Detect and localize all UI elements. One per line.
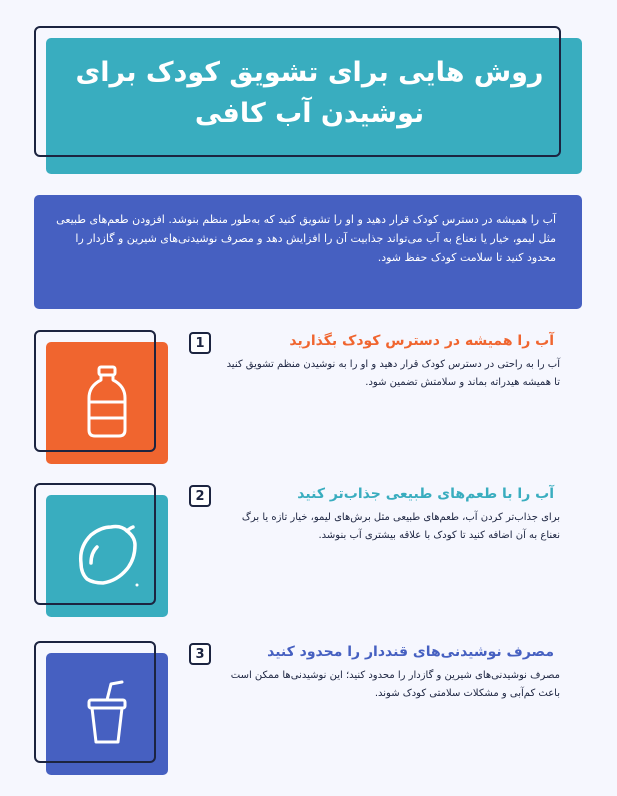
step-3-title: مصرف نوشیدنی‌های قنددار را محدود کنید bbox=[267, 644, 554, 660]
lemon-icon bbox=[65, 513, 149, 597]
intro-box bbox=[34, 195, 582, 309]
intro-text: آب را همیشه در دسترس کودک قرار دهید و او را تشویق کنید که به‌طور منظم بنوشد. افزودن طعم‌های طبیعی مثل لیمو، خیار یا نعناع به آب می‌تواند جذابیت آن را افزایش دهد و مصرف نوشیدنی‌های شیرین و گازدار را محدود کنید تا سلامت کودک حفظ شود. bbox=[56, 213, 556, 264]
step-1 bbox=[0, 330, 617, 470]
step-3-number-badge: 3 bbox=[189, 643, 211, 665]
step-1-title: آب را همیشه در دسترس کودک بگذارید bbox=[289, 333, 554, 349]
step-2 bbox=[0, 483, 617, 623]
step-3-description: مصرف نوشیدنی‌های شیرین و گازدار را محدود کنید؛ این نوشیدنی‌ها ممکن است باعث کم‌آبی و مشکلات سلامتی کودک شوند. bbox=[230, 670, 560, 699]
step-2-number-badge: 2 bbox=[189, 485, 211, 507]
title-banner-frame bbox=[34, 26, 561, 157]
water-bottle-icon bbox=[65, 360, 149, 444]
step-2-description: برای جذاب‌تر کردن آب، طعم‌های طبیعی مثل برش‌های لیمو، خیار تازه یا برگ نعناع به آن اضافه کنید تا کودک با علاقه بیشتری آب بنوشد. bbox=[241, 512, 560, 541]
drink-cup-icon bbox=[65, 671, 149, 755]
step-3 bbox=[0, 641, 617, 781]
step-1-number-badge: 1 bbox=[189, 332, 211, 354]
step-2-title: آب را با طعم‌های طبیعی جذاب‌تر کنید bbox=[297, 486, 554, 502]
step-1-description: آب را به راحتی در دسترس کودک قرار دهید و او را به نوشیدن منظم تشویق کنید تا همیشه هیدراته بماند و سلامتش تضمین شود. bbox=[226, 359, 560, 388]
page-title: روش هایی برای تشویق کودک برای نوشیدن آب کافی bbox=[75, 57, 544, 130]
